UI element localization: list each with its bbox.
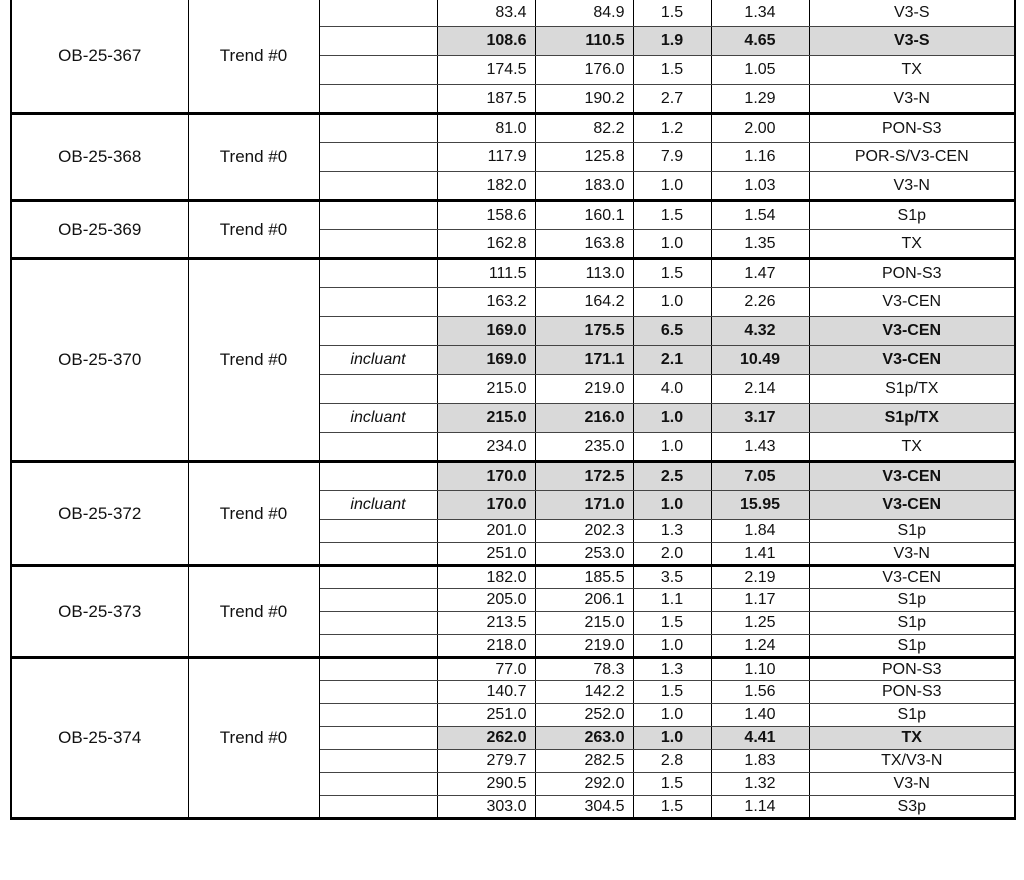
from-cell: 140.7 (437, 681, 535, 704)
unit-cell: S3p (809, 796, 1015, 819)
to-cell: 263.0 (535, 727, 633, 750)
note-cell (319, 520, 437, 543)
note-cell (319, 727, 437, 750)
table-row (11, 0, 1015, 27)
from-cell: 251.0 (437, 704, 535, 727)
note-cell: incluant (319, 491, 437, 520)
to-cell: 171.1 (535, 346, 633, 375)
trend-cell: Trend #0 (188, 114, 319, 201)
value-cell: 4.65 (711, 27, 809, 56)
unit-cell: TX (809, 727, 1015, 750)
to-cell: 160.1 (535, 201, 633, 230)
value-cell: 1.32 (711, 773, 809, 796)
length-cell: 1.9 (633, 27, 711, 56)
value-cell: 1.43 (711, 433, 809, 462)
note-cell (319, 612, 437, 635)
unit-cell: S1p (809, 635, 1015, 658)
length-cell: 1.0 (633, 704, 711, 727)
trend-cell: Trend #0 (188, 566, 319, 658)
length-cell: 2.7 (633, 85, 711, 114)
unit-cell: V3-CEN (809, 288, 1015, 317)
value-cell: 1.29 (711, 85, 809, 114)
to-cell: 190.2 (535, 85, 633, 114)
to-cell: 164.2 (535, 288, 633, 317)
value-cell: 1.40 (711, 704, 809, 727)
unit-cell: POR-S/V3-CEN (809, 143, 1015, 172)
unit-cell: V3-S (809, 27, 1015, 56)
unit-cell: TX (809, 433, 1015, 462)
value-cell: 2.26 (711, 288, 809, 317)
unit-cell: S1p (809, 520, 1015, 543)
length-cell: 3.5 (633, 566, 711, 589)
to-cell: 202.3 (535, 520, 633, 543)
to-cell: 219.0 (535, 635, 633, 658)
trend-cell: Trend #0 (188, 462, 319, 566)
to-cell: 252.0 (535, 704, 633, 727)
note-cell (319, 589, 437, 612)
unit-cell: S1p (809, 589, 1015, 612)
note-cell (319, 85, 437, 114)
length-cell: 1.3 (633, 658, 711, 681)
assay-results-table (10, 0, 1016, 820)
unit-cell: V3-N (809, 172, 1015, 201)
trend-cell: Trend #0 (188, 259, 319, 462)
length-cell: 1.0 (633, 288, 711, 317)
hole-id-cell: OB-25-367 (11, 0, 188, 114)
note-cell (319, 288, 437, 317)
from-cell: 187.5 (437, 85, 535, 114)
note-cell (319, 172, 437, 201)
from-cell: 163.2 (437, 288, 535, 317)
note-cell (319, 143, 437, 172)
to-cell: 82.2 (535, 114, 633, 143)
length-cell: 1.0 (633, 433, 711, 462)
table-row (11, 114, 1015, 143)
value-cell: 2.19 (711, 566, 809, 589)
hole-id-cell: OB-25-368 (11, 114, 188, 201)
note-cell (319, 114, 437, 143)
to-cell: 172.5 (535, 462, 633, 491)
to-cell: 219.0 (535, 375, 633, 404)
note-cell (319, 230, 437, 259)
note-cell (319, 317, 437, 346)
value-cell: 7.05 (711, 462, 809, 491)
unit-cell: TX (809, 56, 1015, 85)
value-cell: 1.05 (711, 56, 809, 85)
value-cell: 1.35 (711, 230, 809, 259)
note-cell (319, 704, 437, 727)
length-cell: 2.8 (633, 750, 711, 773)
value-cell: 1.34 (711, 0, 809, 27)
to-cell: 206.1 (535, 589, 633, 612)
value-cell: 1.56 (711, 681, 809, 704)
from-cell: 77.0 (437, 658, 535, 681)
value-cell: 1.47 (711, 259, 809, 288)
to-cell: 253.0 (535, 543, 633, 566)
from-cell: 158.6 (437, 201, 535, 230)
note-cell (319, 27, 437, 56)
value-cell: 1.41 (711, 543, 809, 566)
value-cell: 1.10 (711, 658, 809, 681)
length-cell: 1.1 (633, 589, 711, 612)
note-cell (319, 259, 437, 288)
value-cell: 10.49 (711, 346, 809, 375)
from-cell: 111.5 (437, 259, 535, 288)
length-cell: 1.5 (633, 612, 711, 635)
unit-cell: V3-S (809, 0, 1015, 27)
length-cell: 2.5 (633, 462, 711, 491)
from-cell: 182.0 (437, 172, 535, 201)
table-row (11, 462, 1015, 491)
table-body (11, 0, 1015, 819)
value-cell: 4.32 (711, 317, 809, 346)
value-cell: 1.84 (711, 520, 809, 543)
unit-cell: S1p/TX (809, 375, 1015, 404)
value-cell: 1.24 (711, 635, 809, 658)
to-cell: 171.0 (535, 491, 633, 520)
from-cell: 215.0 (437, 404, 535, 433)
length-cell: 7.9 (633, 143, 711, 172)
note-cell (319, 750, 437, 773)
note-cell (319, 56, 437, 85)
length-cell: 2.1 (633, 346, 711, 375)
from-cell: 205.0 (437, 589, 535, 612)
from-cell: 170.0 (437, 462, 535, 491)
to-cell: 110.5 (535, 27, 633, 56)
hole-id-cell: OB-25-374 (11, 658, 188, 819)
note-cell: incluant (319, 346, 437, 375)
trend-cell: Trend #0 (188, 0, 319, 114)
from-cell: 83.4 (437, 0, 535, 27)
value-cell: 1.16 (711, 143, 809, 172)
length-cell: 1.0 (633, 727, 711, 750)
unit-cell: PON-S3 (809, 259, 1015, 288)
to-cell: 185.5 (535, 566, 633, 589)
unit-cell: S1p (809, 201, 1015, 230)
to-cell: 84.9 (535, 0, 633, 27)
from-cell: 215.0 (437, 375, 535, 404)
unit-cell: V3-CEN (809, 491, 1015, 520)
from-cell: 174.5 (437, 56, 535, 85)
unit-cell: PON-S3 (809, 114, 1015, 143)
to-cell: 113.0 (535, 259, 633, 288)
table-row (11, 566, 1015, 589)
to-cell: 183.0 (535, 172, 633, 201)
unit-cell: V3-CEN (809, 462, 1015, 491)
to-cell: 125.8 (535, 143, 633, 172)
unit-cell: TX (809, 230, 1015, 259)
unit-cell: V3-CEN (809, 566, 1015, 589)
unit-cell: TX/V3-N (809, 750, 1015, 773)
note-cell (319, 375, 437, 404)
value-cell: 1.03 (711, 172, 809, 201)
note-cell (319, 0, 437, 27)
hole-id-cell: OB-25-373 (11, 566, 188, 658)
length-cell: 1.0 (633, 230, 711, 259)
to-cell: 163.8 (535, 230, 633, 259)
hole-id-cell: OB-25-370 (11, 259, 188, 462)
unit-cell: V3-N (809, 543, 1015, 566)
length-cell: 1.0 (633, 404, 711, 433)
value-cell: 1.14 (711, 796, 809, 819)
table-row (11, 259, 1015, 288)
unit-cell: V3-CEN (809, 346, 1015, 375)
note-cell (319, 773, 437, 796)
from-cell: 81.0 (437, 114, 535, 143)
value-cell: 2.00 (711, 114, 809, 143)
length-cell: 1.5 (633, 56, 711, 85)
hole-id-cell: OB-25-372 (11, 462, 188, 566)
length-cell: 1.5 (633, 681, 711, 704)
from-cell: 201.0 (437, 520, 535, 543)
note-cell (319, 635, 437, 658)
from-cell: 234.0 (437, 433, 535, 462)
note-cell: incluant (319, 404, 437, 433)
unit-cell: V3-N (809, 85, 1015, 114)
note-cell (319, 433, 437, 462)
value-cell: 2.14 (711, 375, 809, 404)
length-cell: 1.5 (633, 773, 711, 796)
from-cell: 262.0 (437, 727, 535, 750)
note-cell (319, 796, 437, 819)
table-row (11, 658, 1015, 681)
from-cell: 303.0 (437, 796, 535, 819)
to-cell: 78.3 (535, 658, 633, 681)
length-cell: 1.0 (633, 635, 711, 658)
length-cell: 1.5 (633, 0, 711, 27)
from-cell: 218.0 (437, 635, 535, 658)
value-cell: 1.17 (711, 589, 809, 612)
trend-cell: Trend #0 (188, 201, 319, 259)
unit-cell: PON-S3 (809, 681, 1015, 704)
unit-cell: S1p (809, 612, 1015, 635)
to-cell: 216.0 (535, 404, 633, 433)
to-cell: 235.0 (535, 433, 633, 462)
from-cell: 169.0 (437, 346, 535, 375)
length-cell: 1.0 (633, 491, 711, 520)
length-cell: 1.5 (633, 201, 711, 230)
to-cell: 292.0 (535, 773, 633, 796)
note-cell (319, 462, 437, 491)
length-cell: 6.5 (633, 317, 711, 346)
note-cell (319, 543, 437, 566)
length-cell: 1.2 (633, 114, 711, 143)
to-cell: 176.0 (535, 56, 633, 85)
from-cell: 169.0 (437, 317, 535, 346)
from-cell: 182.0 (437, 566, 535, 589)
length-cell: 1.5 (633, 796, 711, 819)
from-cell: 251.0 (437, 543, 535, 566)
unit-cell: V3-CEN (809, 317, 1015, 346)
unit-cell: S1p/TX (809, 404, 1015, 433)
unit-cell: V3-N (809, 773, 1015, 796)
to-cell: 142.2 (535, 681, 633, 704)
length-cell: 1.5 (633, 259, 711, 288)
trend-cell: Trend #0 (188, 658, 319, 819)
from-cell: 213.5 (437, 612, 535, 635)
note-cell (319, 201, 437, 230)
note-cell (319, 681, 437, 704)
value-cell: 4.41 (711, 727, 809, 750)
from-cell: 117.9 (437, 143, 535, 172)
from-cell: 162.8 (437, 230, 535, 259)
to-cell: 282.5 (535, 750, 633, 773)
table-row (11, 201, 1015, 230)
length-cell: 1.3 (633, 520, 711, 543)
from-cell: 279.7 (437, 750, 535, 773)
note-cell (319, 566, 437, 589)
hole-id-cell: OB-25-369 (11, 201, 188, 259)
from-cell: 290.5 (437, 773, 535, 796)
from-cell: 170.0 (437, 491, 535, 520)
value-cell: 15.95 (711, 491, 809, 520)
to-cell: 175.5 (535, 317, 633, 346)
value-cell: 1.25 (711, 612, 809, 635)
value-cell: 3.17 (711, 404, 809, 433)
to-cell: 304.5 (535, 796, 633, 819)
from-cell: 108.6 (437, 27, 535, 56)
value-cell: 1.83 (711, 750, 809, 773)
length-cell: 4.0 (633, 375, 711, 404)
to-cell: 215.0 (535, 612, 633, 635)
length-cell: 1.0 (633, 172, 711, 201)
length-cell: 2.0 (633, 543, 711, 566)
unit-cell: S1p (809, 704, 1015, 727)
unit-cell: PON-S3 (809, 658, 1015, 681)
note-cell (319, 658, 437, 681)
value-cell: 1.54 (711, 201, 809, 230)
